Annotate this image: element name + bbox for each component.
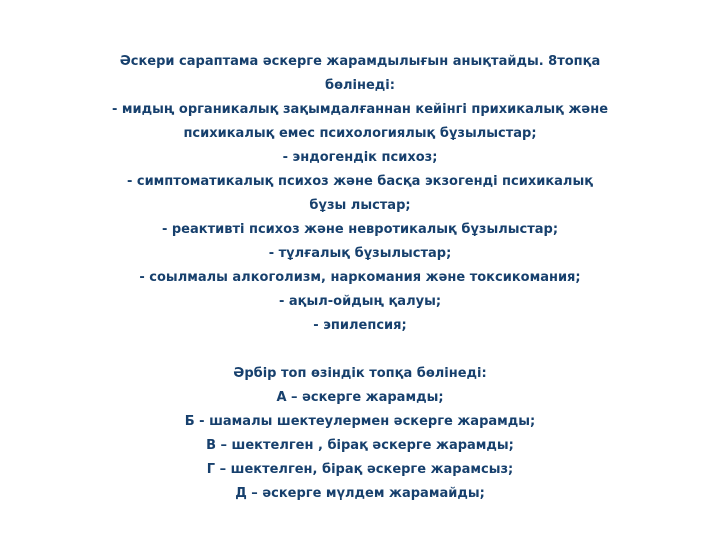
intro-line: бөлінеді: — [325, 78, 395, 93]
category-line: А – әскерге жарамды; — [276, 390, 444, 405]
category-line: В – шектелген , бірақ әскерге жарамды; — [206, 438, 514, 453]
group-line: - соылмалы алкоголизм, наркомания және токсикомания; — [139, 270, 581, 285]
categories-heading: Әрбір топ өзіндік топқа бөлінеді: — [233, 366, 487, 381]
group-line: бұзы лыстар; — [309, 198, 411, 213]
group-line: - эндогендік психоз; — [282, 150, 438, 165]
group-line: - мидың органикалық зақымдалғаннан кейінгі прихикалық және — [111, 102, 609, 117]
group-line: психикалық емес психологиялық бұзылыстар; — [183, 126, 537, 141]
category-line: Г – шектелген, бірақ әскерге жарамсыз; — [206, 462, 514, 477]
intro-line: Әскери сараптама әскерге жарамдылығын анықтайды. 8топқа — [119, 54, 601, 69]
paragraph-gap — [110, 338, 610, 362]
group-line: - реактивті психоз және невротикалық бұзылыстар; — [161, 222, 559, 237]
group-line: - тұлғалық бұзылыстар; — [268, 246, 452, 261]
slide-text-block — [110, 50, 610, 506]
category-line: Д – әскерге мүлдем жарамайды; — [235, 486, 485, 501]
group-line: - симптоматикалық психоз және басқа экзогенді психикалық — [126, 174, 594, 189]
group-line: - ақыл-ойдың қалуы; — [278, 294, 442, 309]
group-line: - эпилепсия; — [313, 318, 407, 333]
category-line: Б - шамалы шектеулермен әскерге жарамды; — [184, 414, 536, 429]
